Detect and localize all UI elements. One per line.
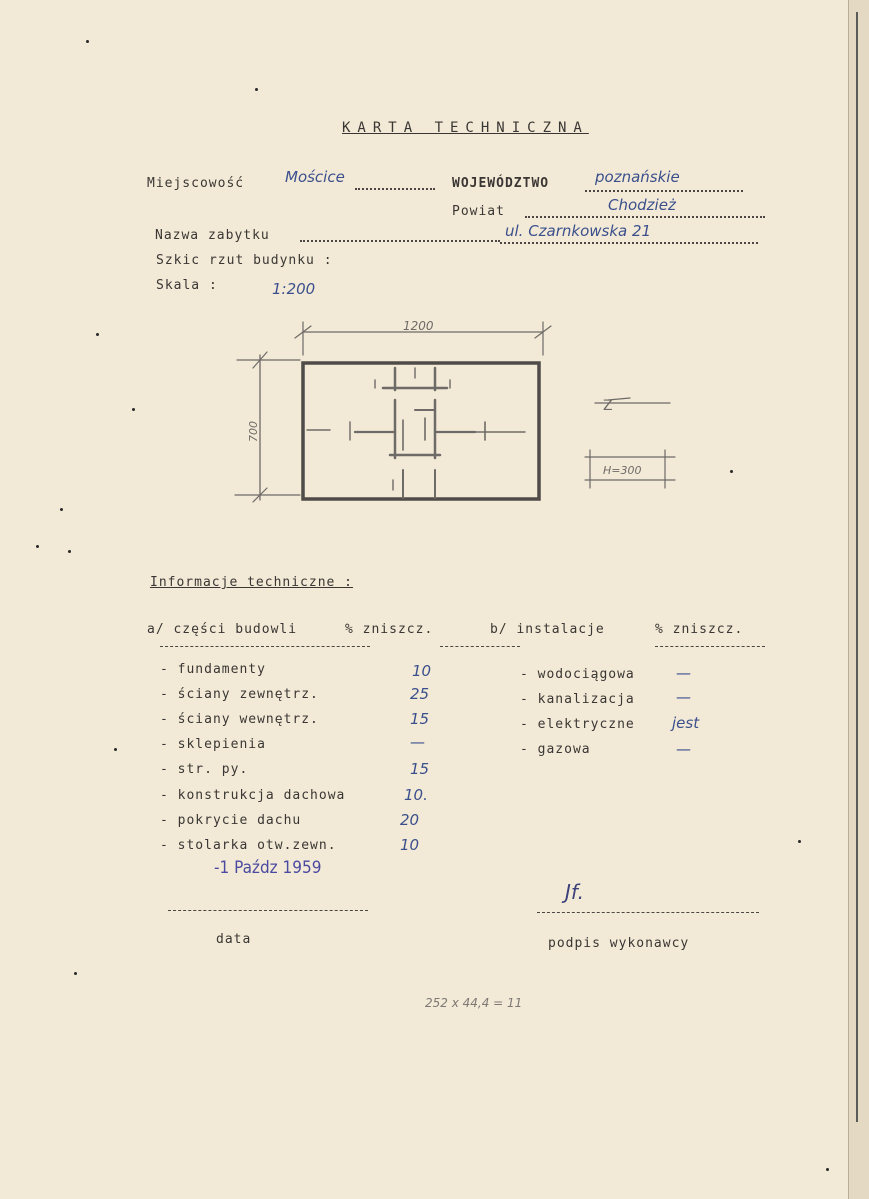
powiat-label: Powiat xyxy=(452,204,505,219)
speck xyxy=(730,470,733,473)
part-value: 15 xyxy=(410,710,430,728)
header-underline xyxy=(440,646,520,647)
part-value: 20 xyxy=(400,811,420,829)
part-label: - fundamenty xyxy=(160,662,266,677)
part-label: - konstrukcja dachowa xyxy=(160,788,346,803)
part-label: - pokrycie dachu xyxy=(160,813,302,828)
speck xyxy=(798,840,801,843)
col-a-pct: % zniszcz. xyxy=(345,622,434,637)
part-label: - stolarka otw.zewn. xyxy=(160,838,337,853)
page-edge-line xyxy=(856,12,862,1122)
part-value: 15 xyxy=(410,760,430,778)
speck xyxy=(255,88,258,91)
installation-label: - wodociągowa xyxy=(520,667,635,682)
dotted-line xyxy=(525,216,765,218)
sketch-north-label: Z xyxy=(603,398,613,414)
sketch-height-note: H=300 xyxy=(603,464,642,477)
nazwa-label: Nazwa zabytku xyxy=(155,228,270,243)
powiat-value: Chodzież xyxy=(608,196,676,214)
speck xyxy=(132,408,135,411)
skala-value: 1:200 xyxy=(272,280,316,298)
floor-plan-sketch xyxy=(225,310,685,520)
installation-label: - gazowa xyxy=(520,742,591,757)
part-value: 10 xyxy=(400,836,420,854)
date-label: data xyxy=(216,932,252,947)
info-heading: Informacje techniczne : xyxy=(150,575,354,590)
miejscowosc-label: Miejscowość xyxy=(147,176,245,191)
speck xyxy=(36,545,39,548)
szkic-label: Szkic rzut budynku : xyxy=(156,253,333,268)
signature-line xyxy=(537,912,759,913)
nazwa-value: ul. Czarnkowska 21 xyxy=(505,222,652,240)
pencil-note: 252 x 44,4 = 11 xyxy=(425,996,523,1010)
installation-value: — xyxy=(676,664,691,682)
date-line xyxy=(168,910,368,911)
speck xyxy=(96,333,99,336)
dotted-line xyxy=(355,188,435,190)
installation-value: jest xyxy=(672,714,700,732)
dotted-line xyxy=(585,190,743,192)
installation-value: — xyxy=(676,688,691,706)
header-underline xyxy=(655,646,765,647)
speck xyxy=(60,508,63,511)
speck xyxy=(74,972,77,975)
signature: Jf. xyxy=(565,880,584,904)
wojewodztwo-label: WOJEWÓDZTWO xyxy=(452,176,550,191)
part-label: - str. py. xyxy=(160,762,249,777)
speck xyxy=(86,40,89,43)
part-label: - ściany wewnętrz. xyxy=(160,712,319,727)
part-value: 25 xyxy=(410,685,430,703)
installation-label: - elektryczne xyxy=(520,717,635,732)
date-stamp: -1 Paźdz 1959 xyxy=(214,858,322,878)
part-label: - ściany zewnętrz. xyxy=(160,687,319,702)
part-value: 10. xyxy=(404,786,428,804)
col-b-header: b/ instalacje xyxy=(490,622,605,637)
part-label: - sklepienia xyxy=(160,737,266,752)
sketch-height-label: 700 xyxy=(247,421,260,442)
installation-label: - kanalizacja xyxy=(520,692,635,707)
dotted-line xyxy=(500,242,758,244)
speck xyxy=(114,748,117,751)
part-value: 10 xyxy=(412,662,432,680)
miejscowosc-value: Mościce xyxy=(285,168,345,186)
wojewodztwo-value: poznańskie xyxy=(595,168,680,186)
signature-label: podpis wykonawcy xyxy=(548,936,690,951)
document-title: KARTA TECHNICZNA xyxy=(342,120,589,136)
part-value: — xyxy=(410,733,425,751)
installation-value: — xyxy=(676,740,691,758)
col-a-header: a/ części budowli xyxy=(147,622,298,637)
header-underline xyxy=(160,646,370,647)
speck xyxy=(68,550,71,553)
speck xyxy=(826,1168,829,1171)
skala-label: Skala : xyxy=(156,278,218,293)
sketch-width-label: 1200 xyxy=(403,319,434,333)
dotted-line xyxy=(300,240,500,242)
col-b-pct: % zniszcz. xyxy=(655,622,744,637)
